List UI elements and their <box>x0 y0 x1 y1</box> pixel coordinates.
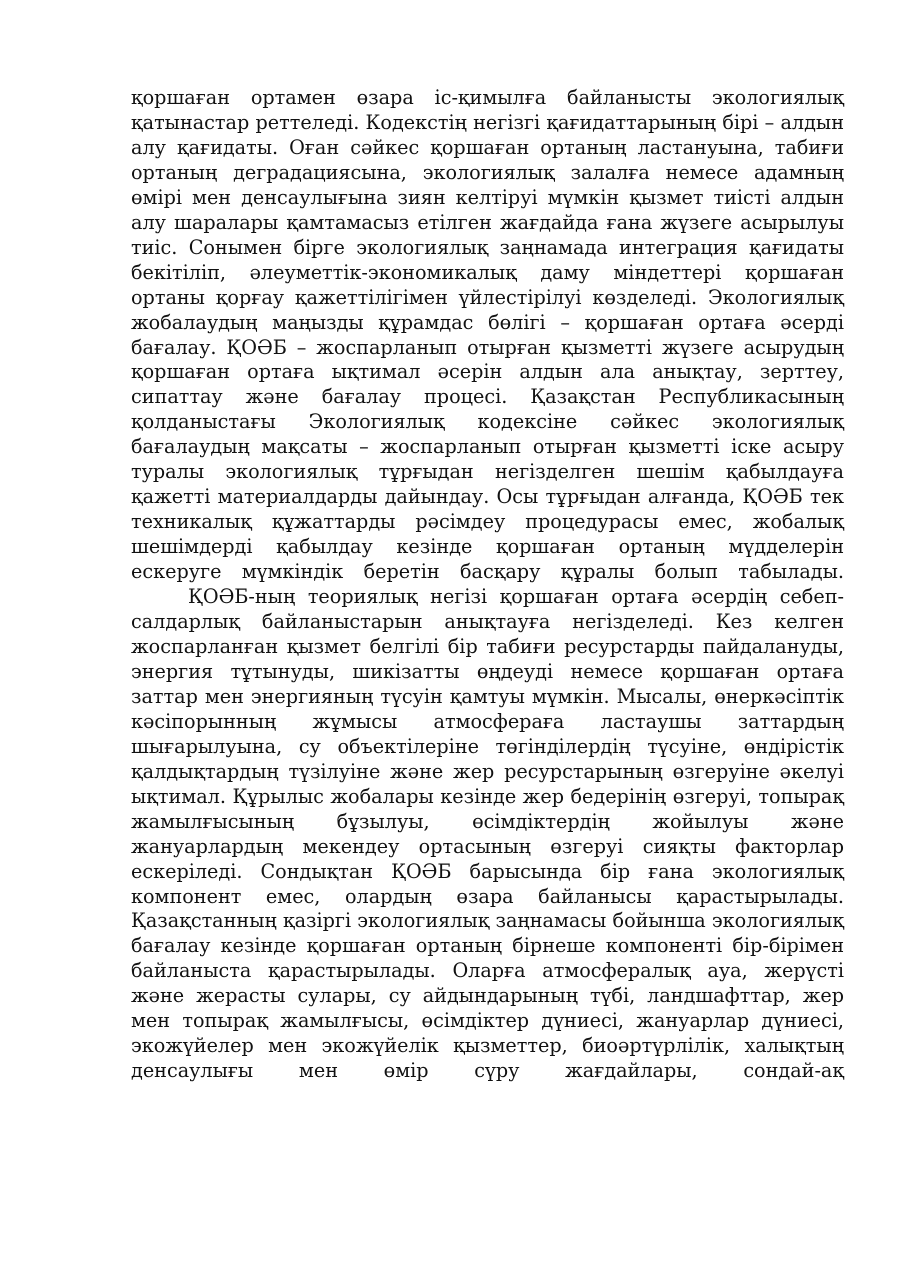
body-text <box>131 86 844 1084</box>
paragraph-2: ҚОӘБ-ның теориялық негізі қоршаған ортаға әсердің себеп-салдарлық байланыстарын анықтауға негізделеді. Кез келген жоспарланған қызмет белгілі бір табиғи ресурстарды пайдалануды, энергия тұтынуды, шикізатты өңдеуді немесе қоршаған ортаға заттар мен энергияның түсуін қамтуы мүмкін. Мысалы, өнеркәсіптік кәсіпорынның жұмысы атмосфераға ластаушы заттардың шығарылуына, су объектілеріне төгінділердің түсуіне, өндірістік қалдықтардың түзілуіне және жер ресурстарының өзгеруіне әкелуі ықтимал. Құрылыс жобалары кезінде жер бедерінің өзгеруі, топырақ жамылғысының бұзылуы, өсімдіктердің жойылуы және жануарлардың мекендеу ортасының өзгеруі сияқты факторлар ескеріледі. Сондықтан ҚОӘБ барысында бір ғана экологиялық компонент емес, олардың өзара байланысы қарастырылады. Қазақстанның қазіргі экологиялық заңнамасы бойынша экологиялық бағалау кезінде қоршаған ортаның бірнеше компоненті бір-бірімен байланыста қарастырылады. Оларға атмосфералық ауа, жерүсті және жерасты сулары, су айдындарының түбі, ландшафттар, жер мен топырақ жамылғысы, өсімдіктер дүниесі, жануарлар дүниесі, экожүйелер мен экожүйелік қызметтер, биоәртүрлілік, халықтың денсаулығы мен өмір сүру жағдайлары, сондай-ақ <box>131 585 844 1083</box>
paragraph-1: қоршаған ортамен өзара іс-қимылға байланысты экологиялық қатынастар реттеледі. Кодекстің негізгі қағидаттарының бірі – алдын алу қағидаты. Оған сәйкес қоршаған ортаның ластануына, табиғи ортаның деградациясына, экологиялық залалға немесе адамның өмірі мен денсаулығына зиян келтіруі мүмкін қызмет тиісті алдын алу шаралары қамтамасыз етілген жағдайда ғана жүзеге асырылуы тиіс. Сонымен бірге экологиялық заңнамада интеграция қағидаты бекітіліп, әлеуметтік-экономикалық даму міндеттері қоршаған ортаны қорғау қажеттілігімен үйлестірілуі көзделеді. Экологиялық жобалаудың маңызды құрамдас бөлігі – қоршаған ортаға әсерді бағалау. ҚОӘБ – жоспарланып отырған қызметті жүзеге асырудың қоршаған ортаға ықтимал әсерін алдын ала анықтау, зерттеу, сипаттау және бағалау процесі. Қазақстан Республикасының қолданыстағы Экологиялық кодексіне сәйкес экологиялық бағалаудың мақсаты – жоспарланып отырған қызметті іске асыру туралы экологиялық тұрғыдан негізделген шешім қабылдауға қажетті материалдарды дайындау. Осы тұрғыдан алғанда, ҚОӘБ тек техникалық құжаттарды рәсімдеу процедурасы емес, жобалық шешімдерді қабылдау кезінде қоршаған ортаның мүдделерін ескеруге мүмкіндік беретін басқару құралы болып табылады. <box>131 86 844 584</box>
